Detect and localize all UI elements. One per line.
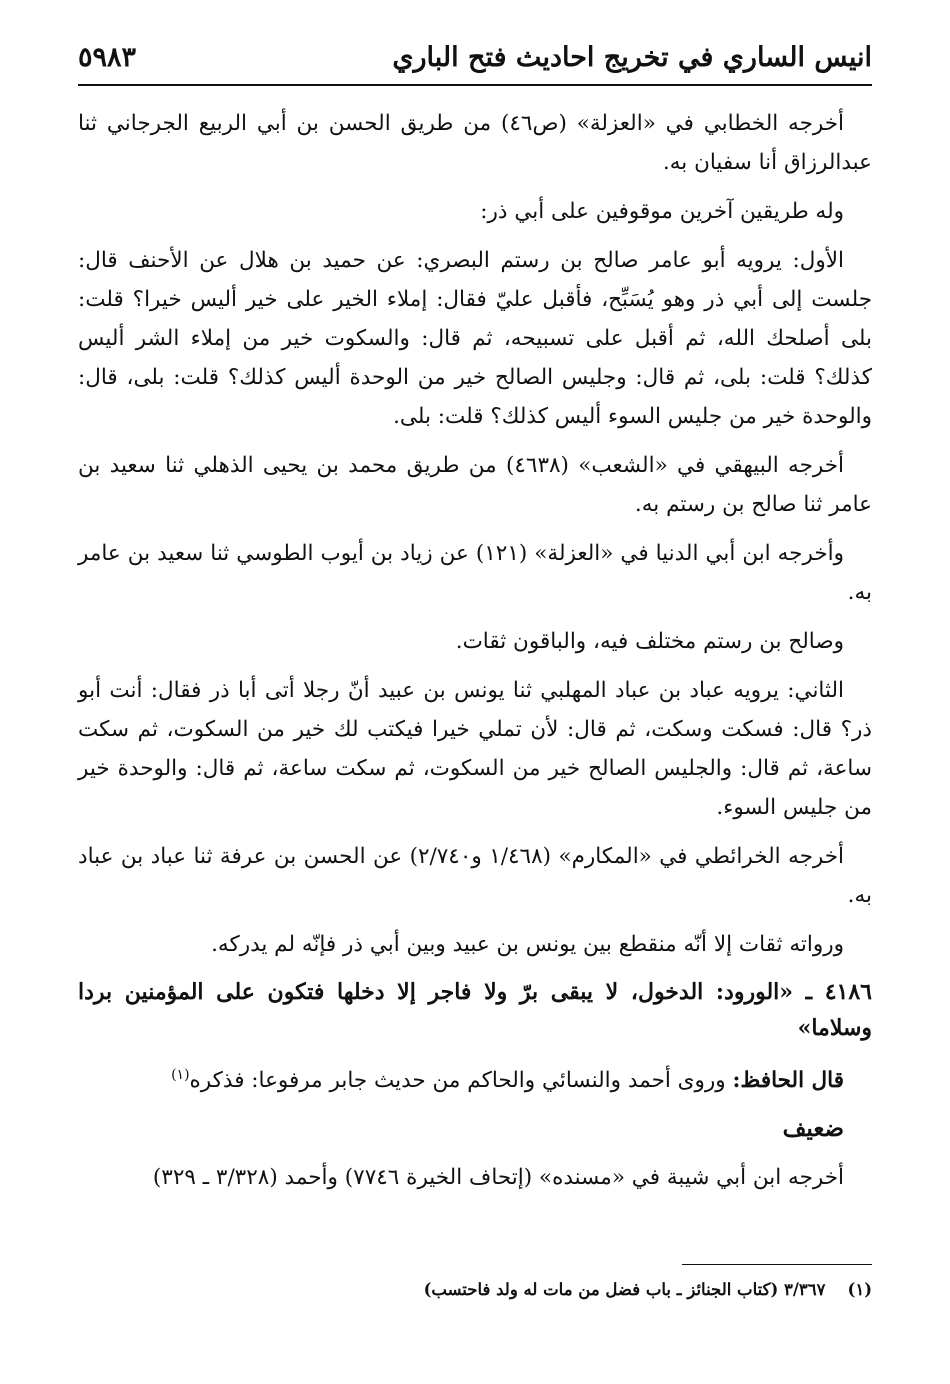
hafiz-label: قال الحافظ:	[732, 1068, 844, 1094]
paragraph-first-route: الأول: يرويه أبو عامر صالح بن رستم البصري: عن حميد بن هلال عن الأحنف قال: جلست إلى أبي ذر وهو يُسَبِّح، فأقبل عليّ فقال: إملاء الخير على خير أليس خيرا؟ قلت: بلى أصلحك الله، ثم أقبل على تسبيحه، ثم قال: والسكوت خير من إملاء الشر أليس كذلك؟ قلت: بلى، ثم قال: وجليس الصالح خير من الوحدة أليس كذلك؟ قلت: بلى، قال: والوحدة خير من جليس السوء أليس كذلك؟ قلت: بلى.	[78, 248, 872, 429]
paragraph-second-route: الثاني: يرويه عباد بن عباد المهلبي ثنا يونس بن عبيد أنّ رجلا أتى أبا ذر فقال: أنت أبو ذر؟ قال: فسكت وسكت، ثم قال: لأن تملي خيرا فيكتب لك خير من السكوت، ثم سكت ساعة، ثم قال: والجليس الصالح خير من السكوت، ثم سكت ساعة، ثم قال: والوحدة خير من جليس السوء.	[78, 678, 872, 820]
footnote-divider	[682, 1264, 872, 1265]
page-number: ٥٩٨٣	[78, 42, 137, 73]
paragraph-kharaiti: أخرجه الخرائطي في «المكارم» (١/٤٦٨ و٢/٧٤٠) عن الحسن بن عرفة ثنا عباد بن عباد به.	[78, 844, 872, 908]
paragraph-salih-grading: وصالح بن رستم مختلف فيه، والباقون ثقات.	[455, 629, 844, 654]
paragraph-ibn-abi-shayba: أخرجه ابن أبي شيبة في «مسنده» (إتحاف الخيرة ٧٧٤٦) وأحمد (٣/٣٢٨ ـ ٣٢٩)	[152, 1165, 844, 1191]
grade-label: ضعيف	[782, 1115, 844, 1143]
footnote-text: ٣/٣٦٧ (كتاب الجنائز ـ باب فضل من مات له ولد فاحتسب)	[423, 1280, 826, 1299]
paragraph-narrators: ورواته ثقات إلا أنّه منقطع بين يونس بن عبيد وبين أبي ذر فإنّه لم يدركه.	[211, 932, 844, 957]
footnote-reference[interactable]: (١)	[171, 1067, 190, 1083]
paragraph-two-routes: وله طريقين آخرين موقوفين على أبي ذر:	[480, 199, 844, 224]
page-body	[78, 104, 872, 1207]
footnote	[78, 1276, 872, 1304]
paragraph-bayhaqi: أخرجه البيهقي في «الشعب» (٤٦٣٨) من طريق محمد بن يحيى الذهلي ثنا سعيد بن عامر ثنا صالح بن رستم به.	[78, 453, 872, 517]
hafiz-text: وروى أحمد والنسائي والحاكم من حديث جابر مرفوعا: فذكره	[189, 1068, 726, 1094]
paragraph-ibn-abi-dunya: وأخرجه ابن أبي الدنيا في «العزلة» (١٢١) عن زياد بن أيوب الطوسي ثنا سعيد بن عامر به.	[78, 541, 872, 605]
page-header	[78, 38, 872, 86]
hafiz-statement	[78, 1056, 872, 1100]
hadith-4186: ٤١٨٦ ـ «الورود: الدخول، لا يبقى برّ ولا فاجر إلا دخلها فتكون على المؤمنين بردا وسلاما»	[78, 979, 872, 1041]
running-title: انيس الساري في تخريج احاديث فتح الباري	[392, 42, 872, 73]
paragraph-khattabi: أخرجه الخطابي في «العزلة» (ص٤٦) من طريق الحسن بن أبي الربيع الجرجاني ثنا عبدالرزاق أنا سفيان به.	[78, 111, 872, 175]
footnote-number: (١)	[847, 1280, 872, 1299]
